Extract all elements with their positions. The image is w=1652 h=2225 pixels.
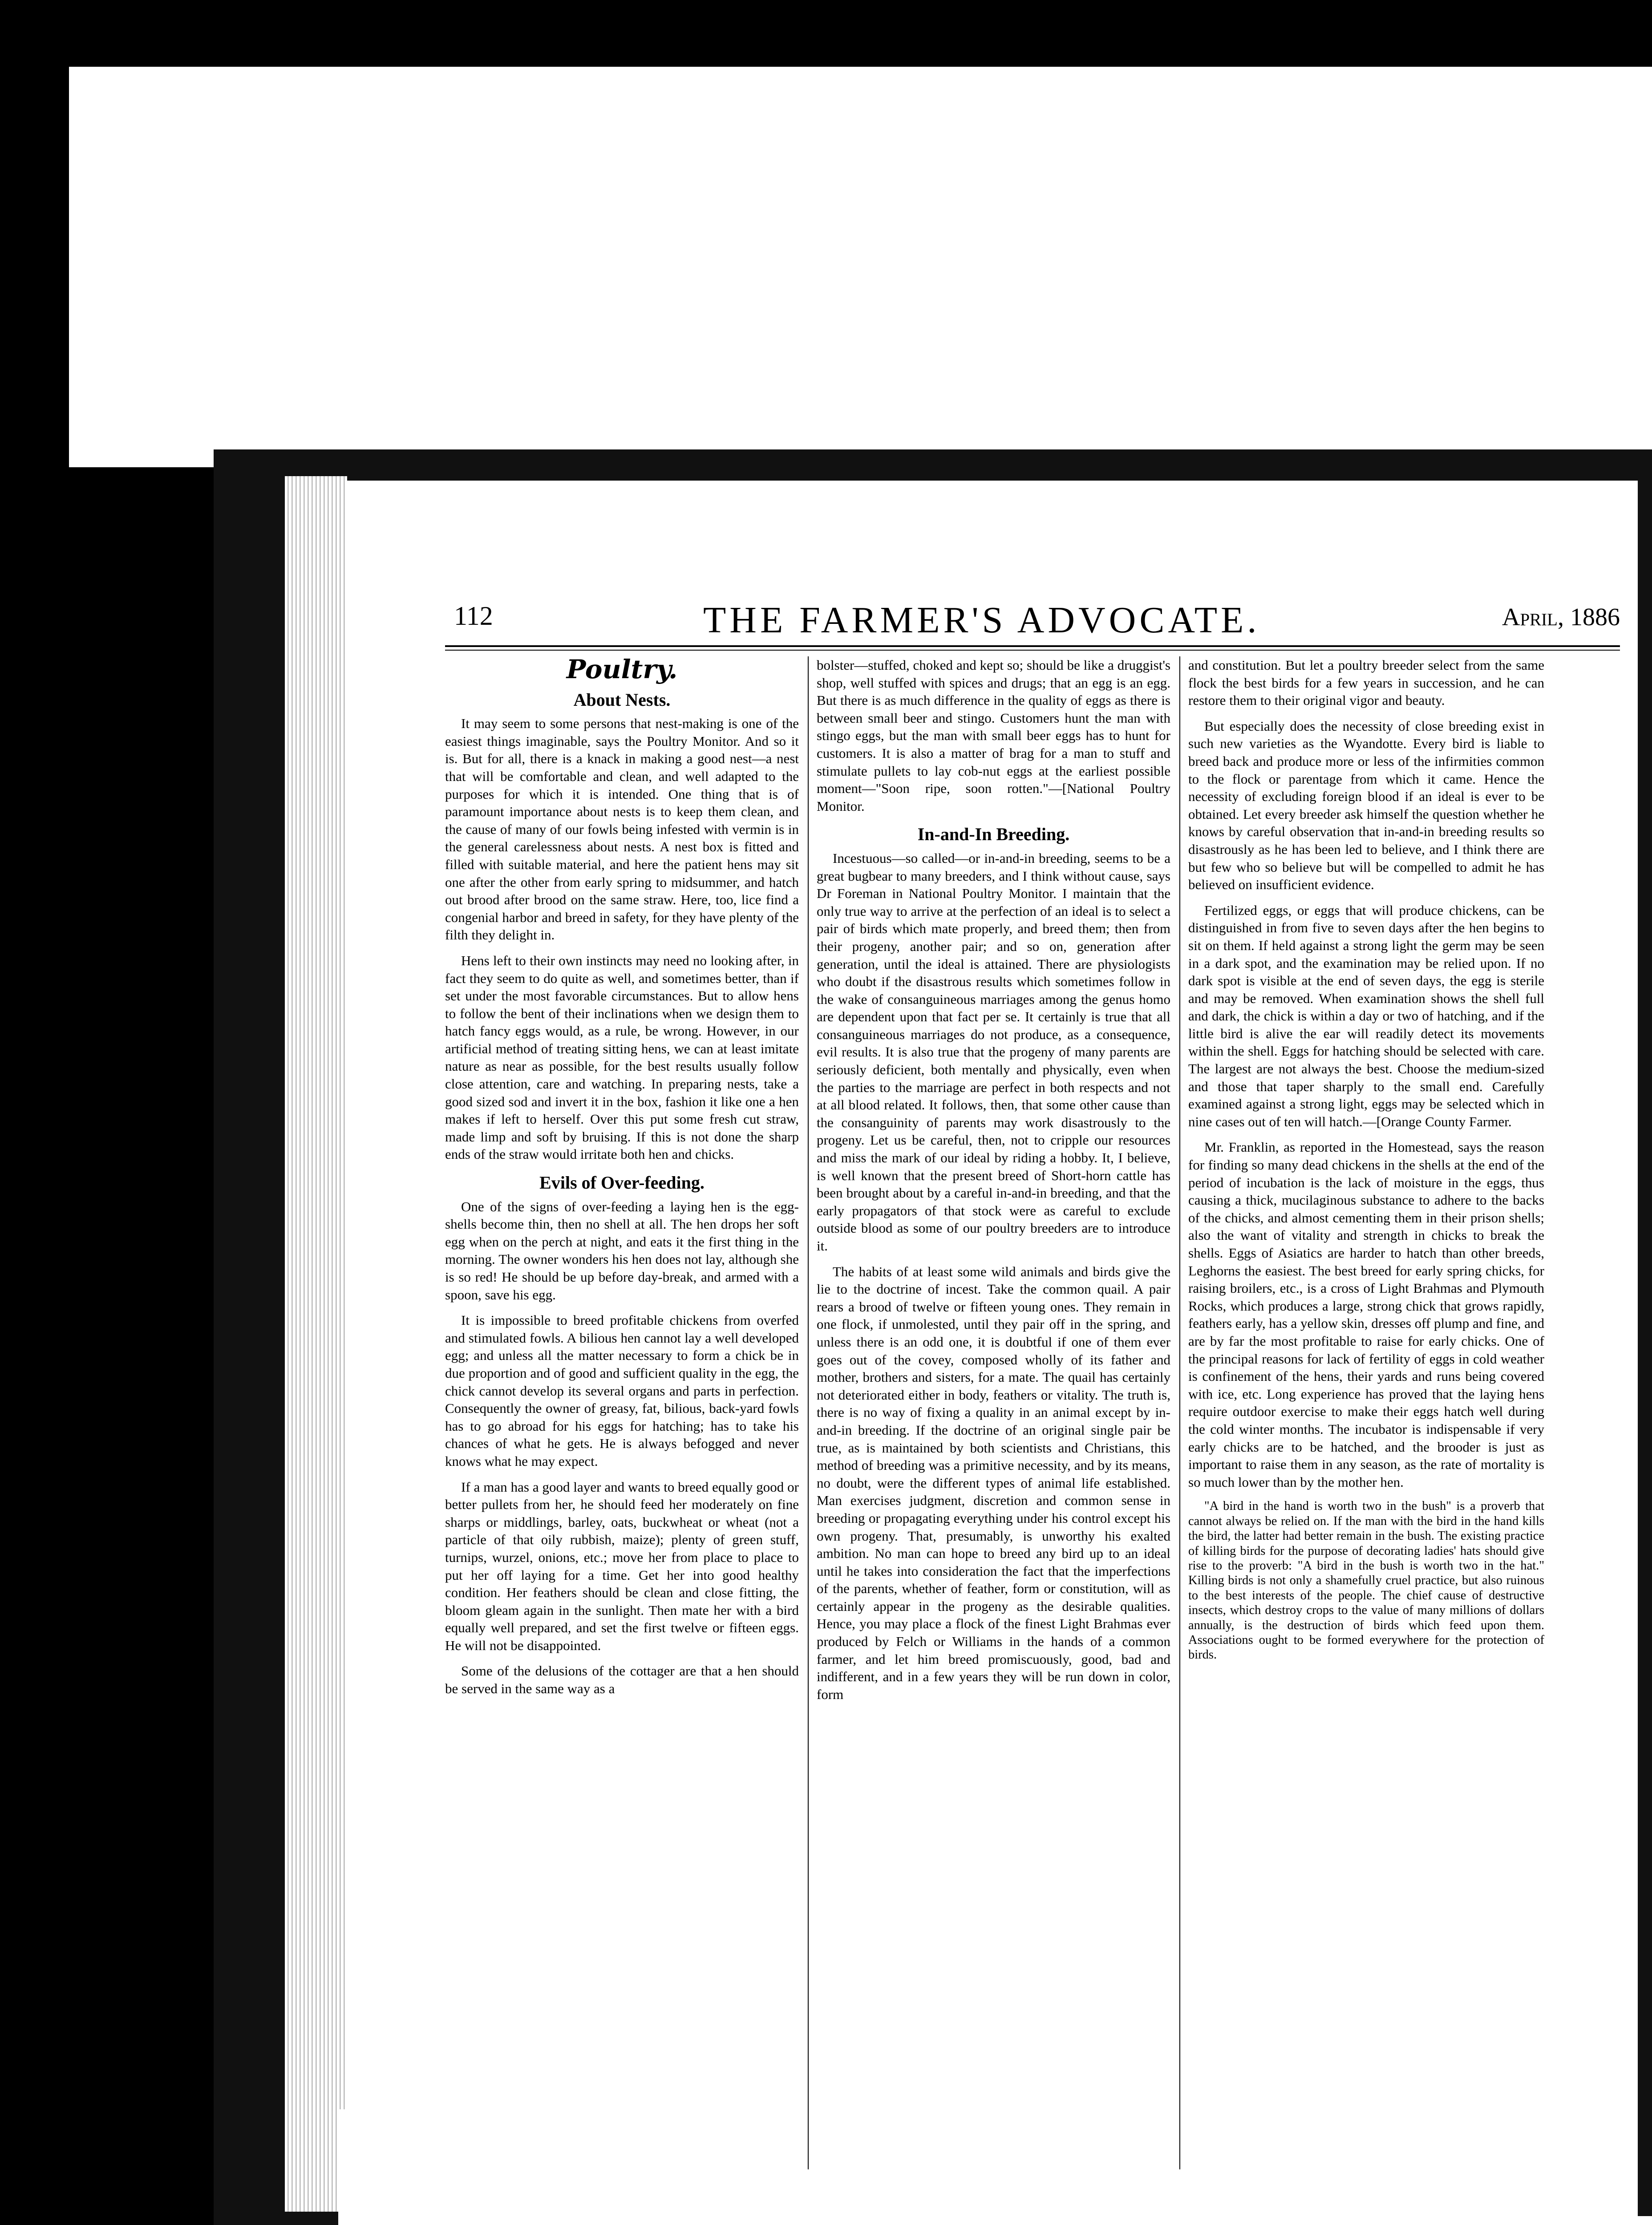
- paper-title: THE FARMER'S ADVOCATE.: [703, 599, 1260, 641]
- paragraph: bolster—stuffed, choked and kept so; should be like a druggist's shop, well stuffed with spices and drugs; that an egg is an egg. But there is as much difference in the quality of eggs as there is between small beer and stingo. Customers hunt the man with stingo eggs, but the man with small beer eggs has to hunt for customers. It is also a matter of brag for a man to stuff and stimulate pullets to lay cob-nut eggs at the earliest possible moment—"Soon ripe, soon rotten."—[National Poultry Monitor.: [817, 657, 1170, 814]
- scan-background-top: [69, 67, 1652, 467]
- paragraph: But especially does the necessity of close breeding exist in such new varieties as the Wyandotte. Every bird is liable to breed back and produce more or less of the infirmities common to the flock or parentage from which it came. Hence the necessity of excluding foreign blood if an ideal is ever to be obtained. Let every breeder ask himself the question whether he knows by careful observation that in-and-in breeding results so disastrously as he has been led to believe, and I think there are but few who so believe but will be compelled to admit he has believed on insufficient evidence.: [1188, 718, 1544, 893]
- column-divider: [1179, 656, 1180, 2169]
- paragraph: One of the signs of over-feeding a laying hen is the egg-shells become thin, then no shell at all. The hen drops her soft egg when on the perch at night, and eats it the first thing in the morning. The owner wonders his hen does not lay, although she is so red! He should be up before day-break, and armed with a spoon, save his egg.: [445, 1198, 799, 1303]
- paragraph: It may seem to some persons that nest-making is one of the easiest things imaginable, says the Poultry Monitor. And so it is. But for all, there is a knack in making a good nest—a nest that will be comfortable and clean, and well adapted to the purposes for which it is intended. One thing that is of paramount importance about nests is to keep them clean, and the cause of many of our fowls being infested with vermin is in the general carelessness about nests. A nest box is fitted and filled with suitable material, and here the patient hens may sit one after the other from early spring to midsummer, and hatch out brood after brood on the same straw. Here, too, lice find a congenial harbor and breed in safety, for they have plenty of the filth they delight in.: [445, 716, 799, 943]
- article-title: Evils of Over-feeding.: [539, 1173, 705, 1193]
- paragraph: Hens left to their own instincts may need no looking after, in fact they seem to do quite as well, and sometimes better, than if set under the most favorable circumstances. But to allow hens to follow the bent of their inclinations when we design them to hatch fancy eggs would, as a rule, be wrong. However, in our artificial method of treating sitting hens, we can at least imitate nature as near as possible, for the best results usually follow close attention, care and watching. In preparing nests, take a good sized sod and invert it in the box, fashion it like one a hen makes if left to herself. Over this put some fresh cut straw, made limp and soft by bruising. If this is not done the sharp ends of the straw would irritate both hen and chicks.: [445, 952, 799, 1162]
- binding-strip: [338, 2109, 374, 2225]
- issue-date: April, 1886: [1502, 603, 1620, 631]
- masthead: [454, 601, 1620, 641]
- page-number: 112: [454, 601, 493, 631]
- paragraph: It is impossible to breed profitable chickens from overfed and stimulated fowls. A bilious hen cannot lay a well developed egg; and unless all the matter necessary to form a chick be in due proportion and of good and sufficient quality in the egg, the chick cannot develop its several organs and parts in perfection. Consequently the owner of greasy, fat, bilious, back-yard fowls has to go abroad for his eggs for hatching; has to take his chances of what he gets. He is always befogged and never knows what he may expect.: [445, 1312, 799, 1469]
- paragraph: If a man has a good layer and wants to breed equally good or better pullets from her, he should feed her moderately on fine sharps or middlings, barley, oats, buckwheat or wheat (not a particle of that oily rubbish, maize); plenty of green stuff, turnips, wurzel, onions, etc.; move her from place to place to put her off laying for a time. Get her into good healthy condition. Her feathers should be clean and close fitting, the bloom gleam again in the sunlight. Then mate her with a bird equally well prepared, and set the first twelve or fifteen eggs. He will not be disappointed.: [445, 1479, 799, 1653]
- paragraph: Mr. Franklin, as reported in the Homestead, says the reason for finding so many dead chickens in the shells at the end of the period of incubation is the lack of moisture in the eggs, thus causing a thick, mucilaginous substance to adhere to the backs of the chicks, and almost cementing them in their prison shells; also the want of vitality and strength in chicks to break the shells. Eggs of Asiatics are harder to hatch than other breeds, Leghorns the easiest. The best breed for early spring chicks, for raising broilers, etc., is a cross of Light Brahmas and Plymouth Rocks, which produces a large, strong chick that grows rapidly, feathers early, has a yellow skin, dresses off plump and fine, and are by far the most profitable to raise for early chicks. One of the principal reasons for lack of fertility of eggs in cold weather is confinement of the hens, their yards and runs being covered with ice, etc. Long experience has proved that the laying hens require outdoor exercise to make their eggs hatch well during the cold winter months. The incubator is indispensable if very early chicks are to be hatched, and the brooder is just as important to raise them in any season, as the rate of mortality is so much lower than by the mother hen.: [1188, 1139, 1544, 1490]
- paragraph: Some of the delusions of the cottager are that a hen should be served in the same way as a: [445, 1663, 799, 1697]
- column-1: [445, 656, 799, 2178]
- paragraph: and constitution. But let a poultry breeder select from the same flock the best birds for a few years in succession, and he can restore them to their original vigor and beauty.: [1188, 657, 1544, 708]
- column-divider: [808, 656, 809, 2169]
- paragraph: "A bird in the hand is worth two in the bush" is a proverb that cannot always be relied on. If the man with the bird in the hand kills the bird, the latter had better remain in the bush. The existing practice of killing birds for the purpose of decorating ladies' hats should give rise to the proverb: "A bird in the bush is worth two in the hat." Killing birds is not only a shamefully cruel practice, but also ruinous to the best interests of the people. The chief cause of destructive insects, which destroy crops to the value of many millions of dollars annually, is the destruction of birds which feed upon them. Associations ought to be formed everywhere for the protection of birds.: [1188, 1499, 1544, 1662]
- column-2: [817, 656, 1170, 2178]
- paragraph: The habits of at least some wild animals and birds give the lie to the doctrine of incest. Take the common quail. A pair rears a brood of twelve or fifteen young ones. They remain in one flock, if unmolested, until they pair off in the spring, and unless there is an odd one, it is doubtful if one of them ever goes out of the covey, composed wholly of its father and mother, brothers and sisters, for a mate. The quail has certainly not deteriorated either in body, feathers or vitality. The truth is, there is no way of fixing a quality in an animal except by in-and-in breeding. If the doctrine of an original single pair be true, as is maintained by both scientists and Christians, this method of breeding was a primitive necessity, and by its means, no doubt, were the different types of animal life established. Man exercises judgment, discretion and common sense in breeding or propagating everything under his control except his own progeny. That, presumably, is unworthy his exalted ambition. No man can hope to breed any bird up to an ideal until he takes into consideration the fact that the imperfections of the parents, whether of feather, form or constitution, will as certainly appear in the progeny as the desirable qualities. Hence, you may place a flock of the finest Light Brahmas ever produced by Felch or Williams in the hands of a common farmer, and let him breed promiscuously, good, bad and indifferent, and in a few years they will be run down in color, form: [817, 1263, 1170, 1702]
- column-3: [1188, 656, 1544, 2178]
- article-title: In-and-In Breeding.: [917, 824, 1070, 845]
- section-heading: Poultry.: [566, 656, 678, 684]
- paragraph: Incestuous—so called—or in-and-in breeding, seems to be a great bugbear to many breeders, and I think without cause, says Dr Foreman in National Poultry Monitor. I maintain that the only true way to arrive at the perfection of an ideal is to select a pair of birds which mate properly, and breed them; then from their progeny, another pair; and so on, generation after generation, until the ideal is attained. There are physiologists who doubt if the disastrous results which sometimes follow in the wake of consanguineous marriages among the genus homo are dependent upon that fact per se. It certainly is true that all consanguineous marriages do not produce, as a consequence, evil results. It is also true that the progeny of many parents are seriously deficient, both mentally and physically, even when the parties to the marriage are perfect in both respects and not at all blood related. It follows, then, that some other cause than the consanguinity of parents may work disastrously to the progeny. Let us be careful, then, not to cripple our resources and miss the mark of our ideal by riding a hobby. It, I believe, is well known that the present breed of Short-horn cattle has been brought about by a careful in-and-in breeding, and that the early propagators of that stock were as careful to exclude outside blood as some of our poultry breeders are to introduce it.: [817, 850, 1170, 1254]
- page-edges: [285, 476, 347, 2212]
- paragraph: Fertilized eggs, or eggs that will produce chickens, can be distinguished in from five to seven days after the hen begins to sit on them. If held against a strong light the germ may be seen in a dark spot, and the examination may be relied upon. If no dark spot is visible at the end of seven days, the egg is sterile and may be removed. When examination shows the shell full and dark, the chick is within a day or two of hatching, and if the little bird is alive the ear will readily detect its movements within the shell. Eggs for hatching should be selected with care. The largest are not always the best. Choose the medium-sized and those that taper sharply to the small end. Carefully examined against a strong light, eggs may be selected which in nine cases out of ten will hatch.—[Orange County Farmer.: [1188, 902, 1544, 1129]
- newspaper-page: [347, 481, 1638, 2216]
- article-title: About Nests.: [573, 689, 671, 710]
- scan-background-bottom: [374, 2216, 1652, 2225]
- masthead-rule: [445, 645, 1620, 651]
